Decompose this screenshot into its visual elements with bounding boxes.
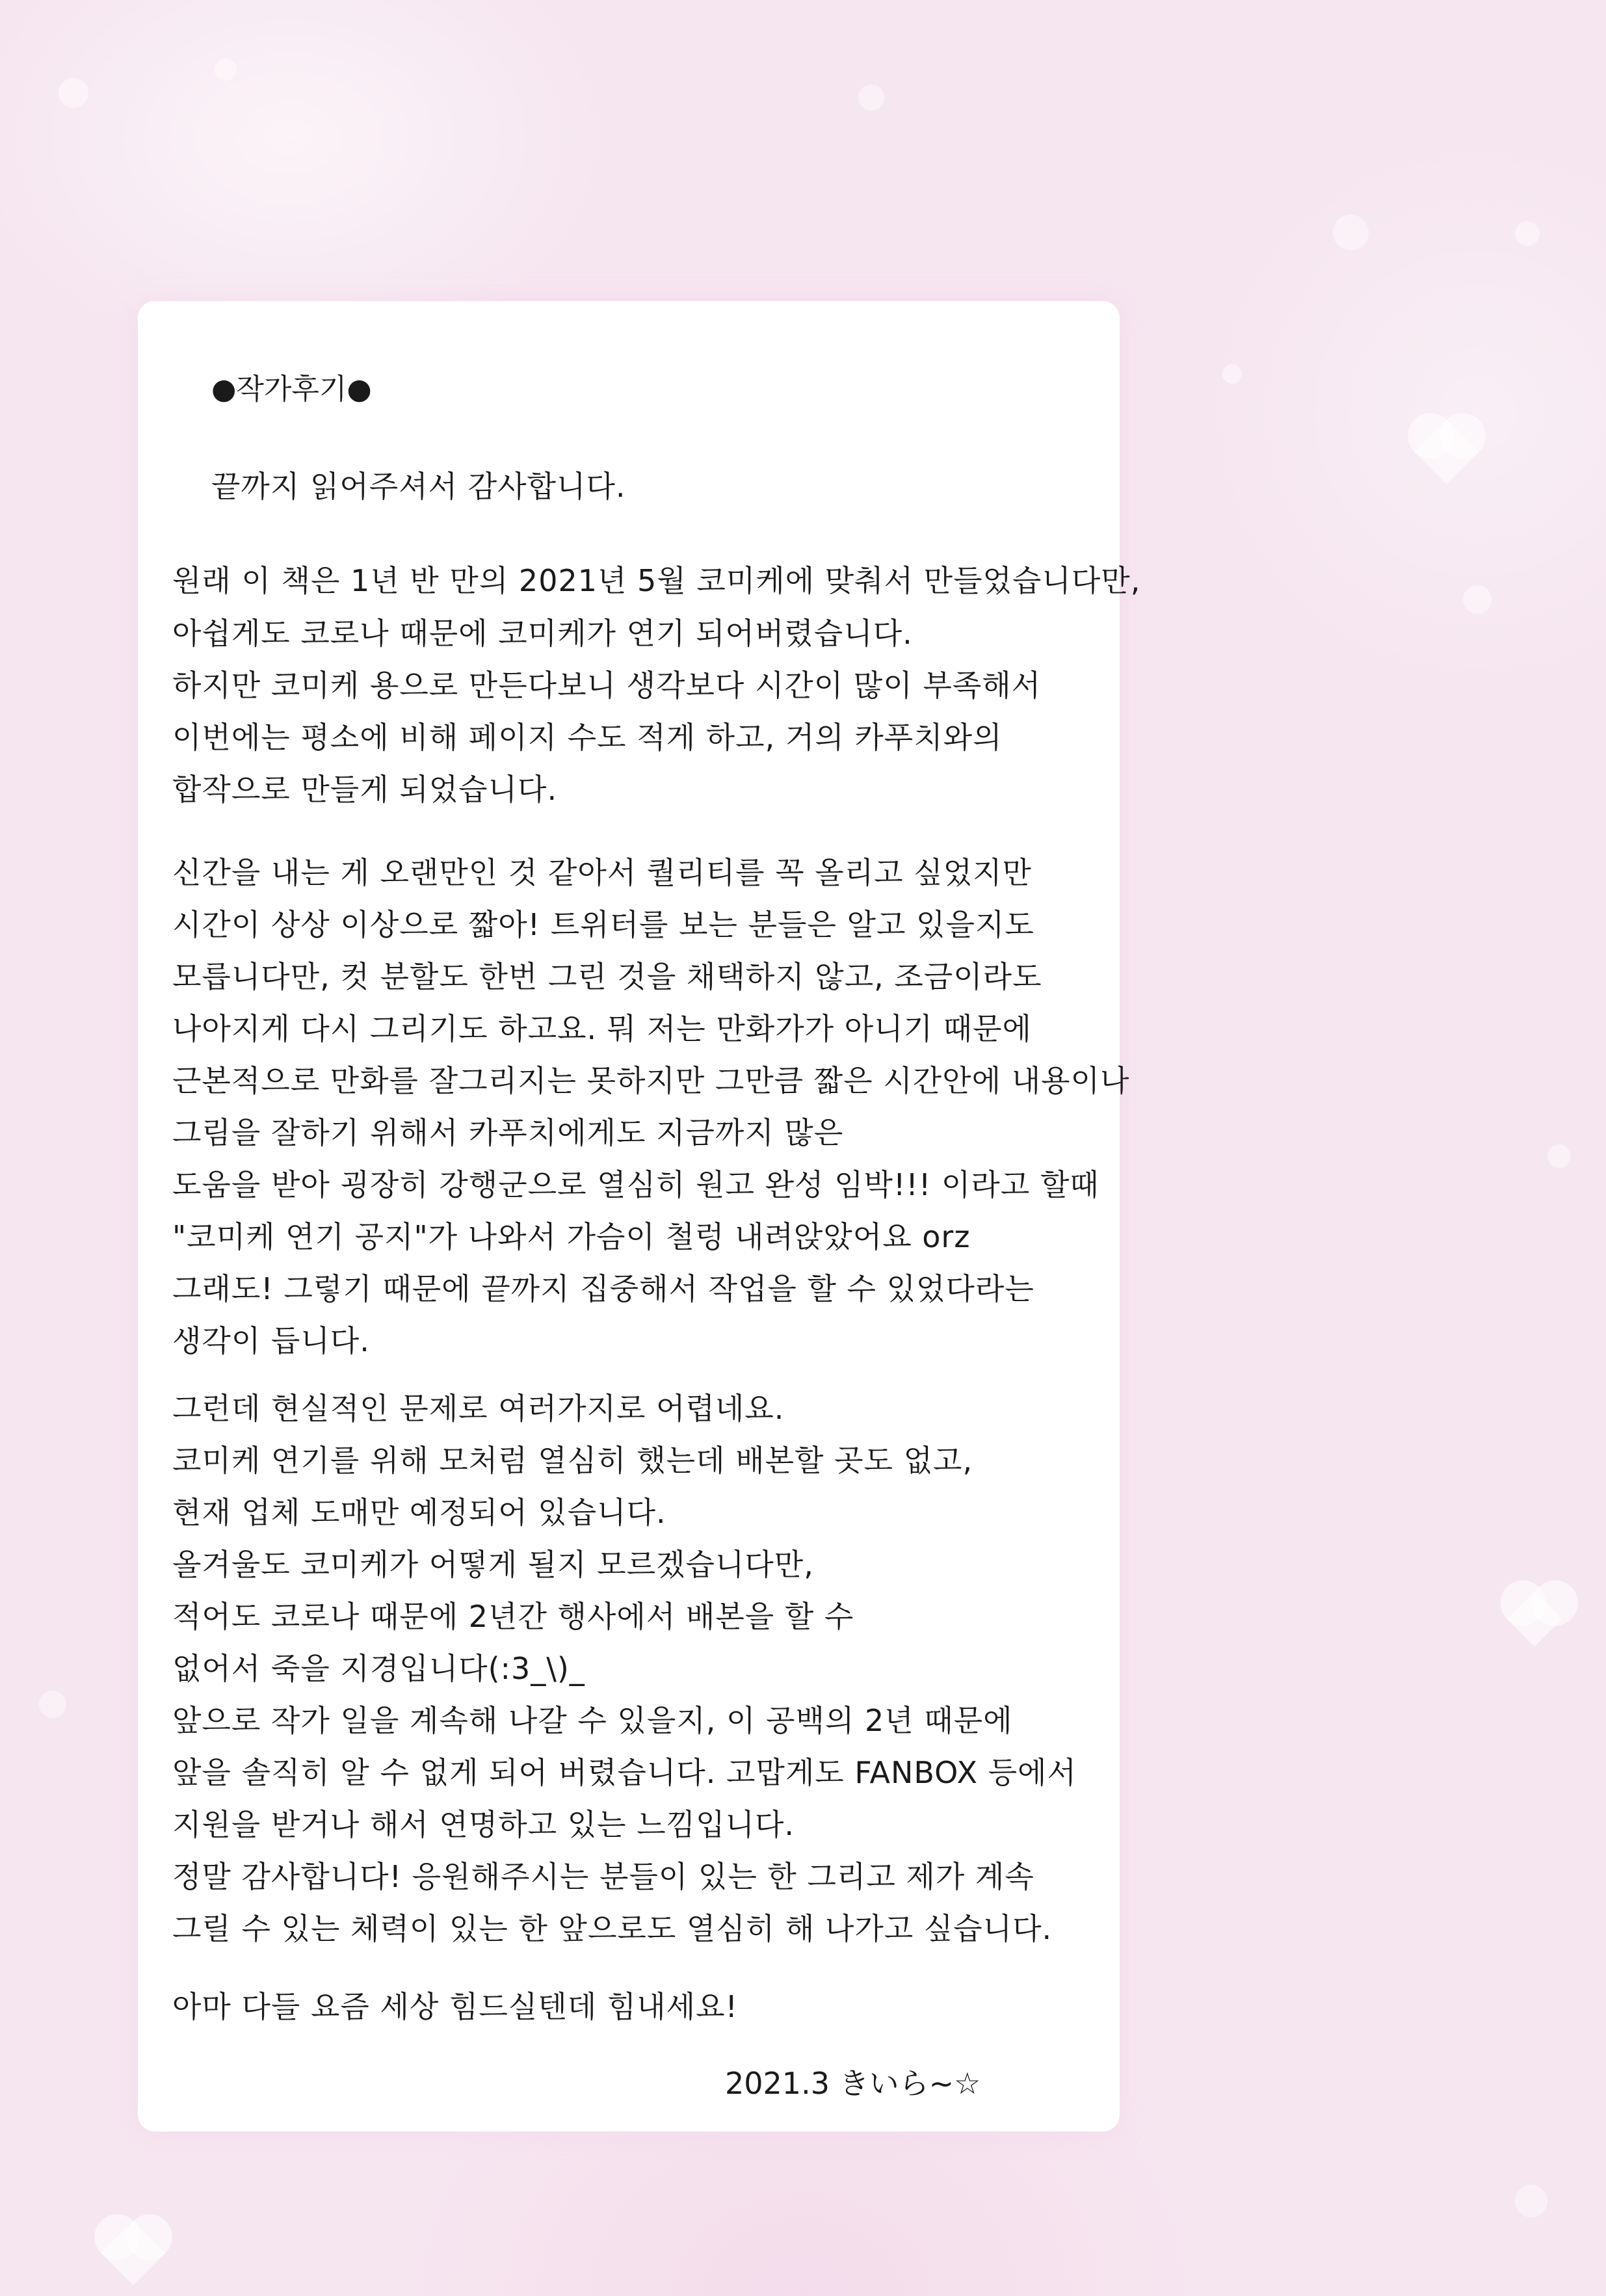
text-line: 그림을 잘하기 위해서 카푸치에게도 지금까지 많은 [172,1115,844,1150]
text-line: 앞을 솔직히 알 수 없게 되어 버렸습니다. 고맙게도 FANBOX 등에서 [172,1755,1077,1790]
text-line: 없어서 죽을 지경입니다(:3_\)_ [172,1651,585,1686]
text-line: 원래 이 책은 1년 반 만의 2021년 5월 코미케에 맞춰서 만들었습니다만, [172,563,1141,598]
bokeh-light [858,85,884,111]
bokeh-light [1222,364,1242,384]
greeting-line: 끝까지 읽어주셔서 감사합니다. [211,469,626,504]
text-line: 아쉽게도 코로나 때문에 코미케가 연기 되어버렸습니다. [172,616,913,651]
text-line: 그런데 현실적인 문제로 여러가지로 어렵네요. [172,1391,785,1426]
bokeh-light [215,59,237,81]
text-line: "코미케 연기 공지"가 나와서 가슴이 철렁 내려앉았어요 orz [172,1219,971,1254]
text-line: 그릴 수 있는 체력이 있는 한 앞으로도 열심히 해 나가고 싶습니다. [172,1911,1053,1946]
bokeh-light [1547,1144,1571,1168]
text-line: 생각이 듭니다. [172,1323,370,1358]
bokeh-light [1333,215,1369,250]
text-line: 근본적으로 만화를 잘그리지는 못하지만 그만큼 짧은 시간안에 내용이나 [172,1063,1130,1098]
text-line: 그래도! 그렇기 때문에 끝까지 집중해서 작업을 할 수 있었다라는 [172,1271,1034,1306]
closing-line: 아마 다들 요즘 세상 힘드실텐데 힘내세요! [172,1989,738,2024]
text-line: 시간이 상상 이상으로 짧아! 트위터를 보는 분들은 알고 있을지도 [172,907,1034,942]
text-line: 적어도 코로나 때문에 2년간 행사에서 배본을 할 수 [172,1599,854,1634]
text-line: 나아지게 다시 그리기도 하고요. 뭐 저는 만화가가 아니기 때문에 [172,1011,1032,1046]
text-line: 올겨울도 코미케가 어떻게 될지 모르겠습니다만, [172,1547,814,1582]
text-line: 현재 업체 도매만 예정되어 있습니다. [172,1495,666,1530]
text-line: 코미케 연기를 위해 모처럼 열심히 했는데 배본할 곳도 없고, [172,1443,973,1478]
text-line: 앞으로 작가 일을 계속해 나갈 수 있을지, 이 공백의 2년 때문에 [172,1703,1013,1738]
text-line: 모릅니다만, 컷 분할도 한번 그린 것을 채택하지 않고, 조금이라도 [172,959,1042,994]
bokeh-light [1515,2185,1547,2217]
text-line: 이번에는 평소에 비해 페이지 수도 적게 하고, 거의 카푸치와의 [172,720,1003,755]
text-line: 정말 감사합니다! 응원해주시는 분들이 있는 한 그리고 제가 계속 [172,1859,1034,1894]
bokeh-light [59,78,88,108]
text-line: 신간을 내는 게 오랜만인 것 같아서 퀄리티를 꼭 올리고 싶었지만 [172,855,1032,890]
text-line: 합작으로 만들게 되었습니다. [172,772,558,807]
text-line: 도움을 받아 굉장히 강행군으로 열심히 원고 완성 임박!!! 이라고 할때 [172,1167,1099,1202]
bokeh-light [1463,585,1492,614]
bokeh-light [39,1691,66,1718]
text-line: 하지만 코미케 용으로 만든다보니 생각보다 시간이 많이 부족해서 [172,668,1042,703]
afterword-heading: ●작가후기● [211,373,372,406]
text-line: 지원을 받거나 해서 연명하고 있는 느낌입니다. [172,1807,795,1842]
signature-date: 2021.3 きいら~☆ [725,2066,981,2101]
bokeh-light [1515,221,1540,246]
